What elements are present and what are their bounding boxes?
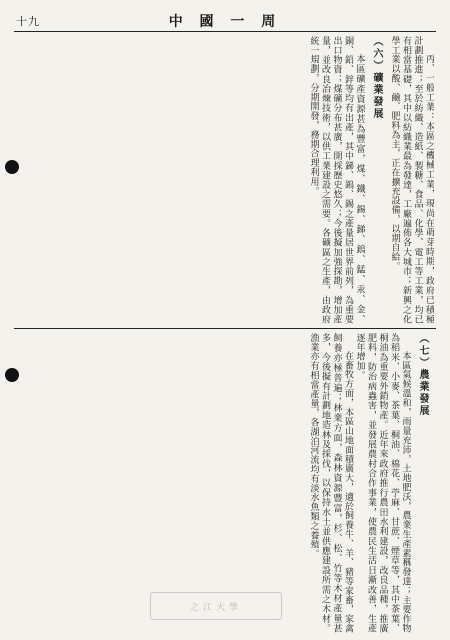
paragraph: 本區氣候溫和，雨量充沛，土地肥沃，農業生產素稱發達；主要作物為稻米、小麥、茶葉、桐油、棉花、苧麻、甘蔗、煙草等，其中茶葉、桐油為重要外銷物產。近年來政府推行農田水利建設，改良品種，推廣肥料，防治病蟲害，並發展農村合作事業，使農民生活日漸改善，生產逐年增加。 (354, 333, 411, 633)
punch-hole (5, 160, 19, 174)
section-heading: （六）礦業發展 (371, 36, 382, 120)
punch-hole (5, 368, 19, 382)
section-divider (14, 328, 436, 329)
library-stamp: 之江大學 (150, 592, 282, 620)
paragraph: 本區礦產資源甚為豐富，煤、鐵、錫、銻、鎢、錳、汞、金、銅、鉛、鋅等均有出產，其中銻、鎢、錫之產量居世界前列，為重要出口物資；煤礦分布甚廣，開採歷史悠久；今後擬加強探勘，增加產量，並改良冶煉技術，以供工業建設之需要。各礦區之生產，由政府統一規劃，分期開發，務期合理利用。 (308, 36, 365, 324)
paragraph: 在畜牧方面，本區山地面積廣大，適於飼養牛、羊、豬等家畜，家禽飼養亦極普遍；林業方面，森林資源豐富，杉、松、竹等木材產量甚多，今後擬有計劃地造林及採伐，以保持水土並供應建設所需之木材。漁業亦有相當產量，各湖泊河流均有淡水魚類之養殖。 (308, 333, 353, 633)
page-number: 十九 (16, 15, 40, 28)
page-header (14, 10, 436, 30)
article-text-top (22, 36, 434, 324)
header-rule (14, 31, 436, 32)
journal-title: 中 國 一 周 (168, 14, 282, 30)
paragraph: 丙、一般工業：本區之機械工業，現尚在萌芽時期，政府已積極計劃推進；至於紡織、造紙、製糖、食品、化學、電工等工業，均已有相當基礎，其中以紡織業最為發達，工廠遍佈各大城市；新興之化學工業以酸、鹼、肥料為主，正在擴充設備，以期自給。 (389, 36, 434, 324)
section-heading: （七）農業發展 (417, 333, 428, 417)
article-text-bottom (22, 333, 434, 633)
